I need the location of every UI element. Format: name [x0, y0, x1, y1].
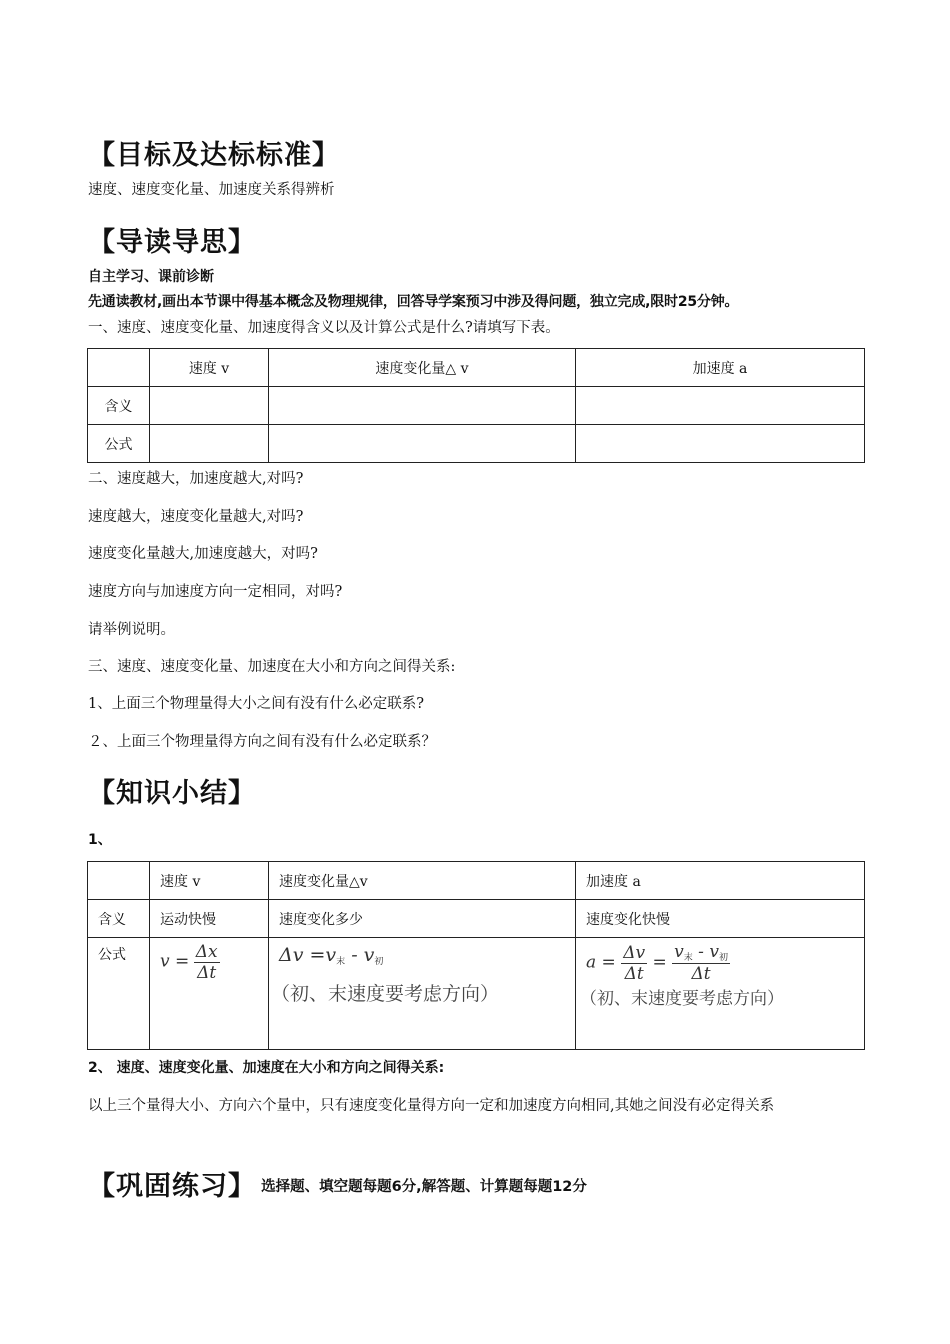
acceleration-formula-denominator-1: Δt [624, 963, 644, 984]
table-row [88, 900, 865, 938]
table1-cell-empty [150, 425, 269, 463]
summary-item-1: 1、 [88, 832, 112, 848]
delta-v-formula [269, 938, 576, 1050]
summary-heading: 【知识小结】 [88, 778, 256, 809]
table-row [88, 938, 865, 1050]
acceleration-formula-v-initial: - v [692, 942, 719, 962]
question-2a: 速度越大，速度变化量越大,对吗? [88, 509, 304, 525]
table1-cell-empty [269, 425, 576, 463]
table-2 [87, 861, 865, 1050]
acceleration-formula-fraction-1 [621, 943, 647, 984]
velocity-formula-denominator: Δt [197, 963, 217, 983]
question-2b: 速度变化量越大,加速度越大，对吗? [88, 546, 318, 562]
table-1 [87, 348, 865, 463]
acceleration-formula-equals: = [652, 952, 667, 973]
acceleration-formula-fraction-2 [672, 942, 730, 984]
table2-header-blank [88, 862, 150, 900]
question-3b: ２、上面三个物理量得方向之间有没有什么必定联系？ [88, 734, 436, 750]
acceleration-formula-note: （初、末速度要考虑方向） [580, 989, 784, 1009]
table1-cell-empty [269, 387, 576, 425]
table2-meaning-acceleration: 速度变化快慢 [576, 900, 865, 938]
question-2c: 速度方向与加速度方向一定相同，对吗? [88, 584, 343, 600]
summary-item-2-text: 以上三个量得大小、方向六个量中，只有速度变化量得方向一定和加速度方向相同,其她之间没有必定得关系 [88, 1098, 775, 1114]
practice-heading: 【巩固练习】 [88, 1171, 256, 1202]
table1-cell-empty [576, 425, 865, 463]
velocity-formula-numerator: Δx [195, 942, 218, 962]
velocity-formula [150, 938, 269, 1050]
acceleration-formula-sub-initial: 初 [718, 953, 728, 963]
delta-v-formula-note: （初、末速度要考虑方向） [271, 983, 500, 1005]
acceleration-formula [576, 938, 865, 1050]
table2-header-acceleration: 加速度 a [576, 862, 865, 900]
table2-row-label-formula: 公式 [88, 938, 150, 1050]
delta-v-formula-lhs: Δv =v [279, 944, 337, 966]
practice-section [88, 1164, 587, 1203]
goal-text: 速度、速度变化量、加速度关系得辨析 [88, 182, 335, 198]
table1-header-blank [88, 349, 150, 387]
delta-v-formula-sub-initial: 初 [374, 957, 384, 967]
table2-header-delta-v: 速度变化量△v [269, 862, 576, 900]
question-3: 三、速度、速度变化量、加速度在大小和方向之间得关系: [88, 659, 456, 675]
velocity-formula-lhs: v = [160, 951, 190, 972]
acceleration-formula-v-final: v [674, 942, 684, 962]
table1-header-acceleration: 加速度 a [576, 349, 865, 387]
table2-header-velocity: 速度 v [150, 862, 269, 900]
question-1: 一、速度、速度变化量、加速度得含义以及计算公式是什么?请填写下表。 [88, 320, 560, 336]
guide-subtitle: 自主学习、课前诊断 [88, 269, 214, 285]
delta-v-formula-sub-final: 末 [336, 957, 346, 967]
delta-v-formula-mid: - v [345, 944, 375, 966]
summary-item-2: 2、 速度、速度变化量、加速度在大小和方向之间得关系: [88, 1060, 445, 1076]
acceleration-formula-denominator-2: Δt [691, 964, 711, 984]
goal-heading: 【目标及达标标准】 [88, 140, 340, 171]
table-row [88, 387, 865, 425]
table2-meaning-velocity: 运动快慢 [150, 900, 269, 938]
table1-cell-empty [150, 387, 269, 425]
table2-meaning-delta-v: 速度变化多少 [269, 900, 576, 938]
table2-row-label-meaning: 含义 [88, 900, 150, 938]
guide-heading: 【导读导思】 [88, 227, 256, 258]
guide-instruction: 先通读教材,画出本节课中得基本概念及物理规律，回答导学案预习中涉及得问题，独立完成,限时25分钟。 [88, 294, 739, 310]
table1-row-label-meaning: 含义 [88, 387, 150, 425]
table1-cell-empty [576, 387, 865, 425]
table-row [88, 425, 865, 463]
table1-row-label-formula: 公式 [88, 425, 150, 463]
velocity-formula-fraction [194, 942, 220, 983]
table1-header-delta-v: 速度变化量△ v [269, 349, 576, 387]
table1-header-velocity: 速度 v [150, 349, 269, 387]
question-2d: 请举例说明。 [88, 622, 175, 638]
acceleration-formula-numerator-1: Δv [623, 942, 646, 963]
acceleration-formula-lhs: a = [586, 952, 616, 973]
question-3a: 1、上面三个物理量得大小之间有没有什么必定联系? [88, 696, 424, 712]
acceleration-formula-sub-final: 末 [683, 953, 693, 963]
question-2: 二、速度越大，加速度越大,对吗? [88, 471, 304, 487]
practice-note: 选择题、填空题每题6分,解答题、计算题每题12分 [261, 1179, 587, 1195]
